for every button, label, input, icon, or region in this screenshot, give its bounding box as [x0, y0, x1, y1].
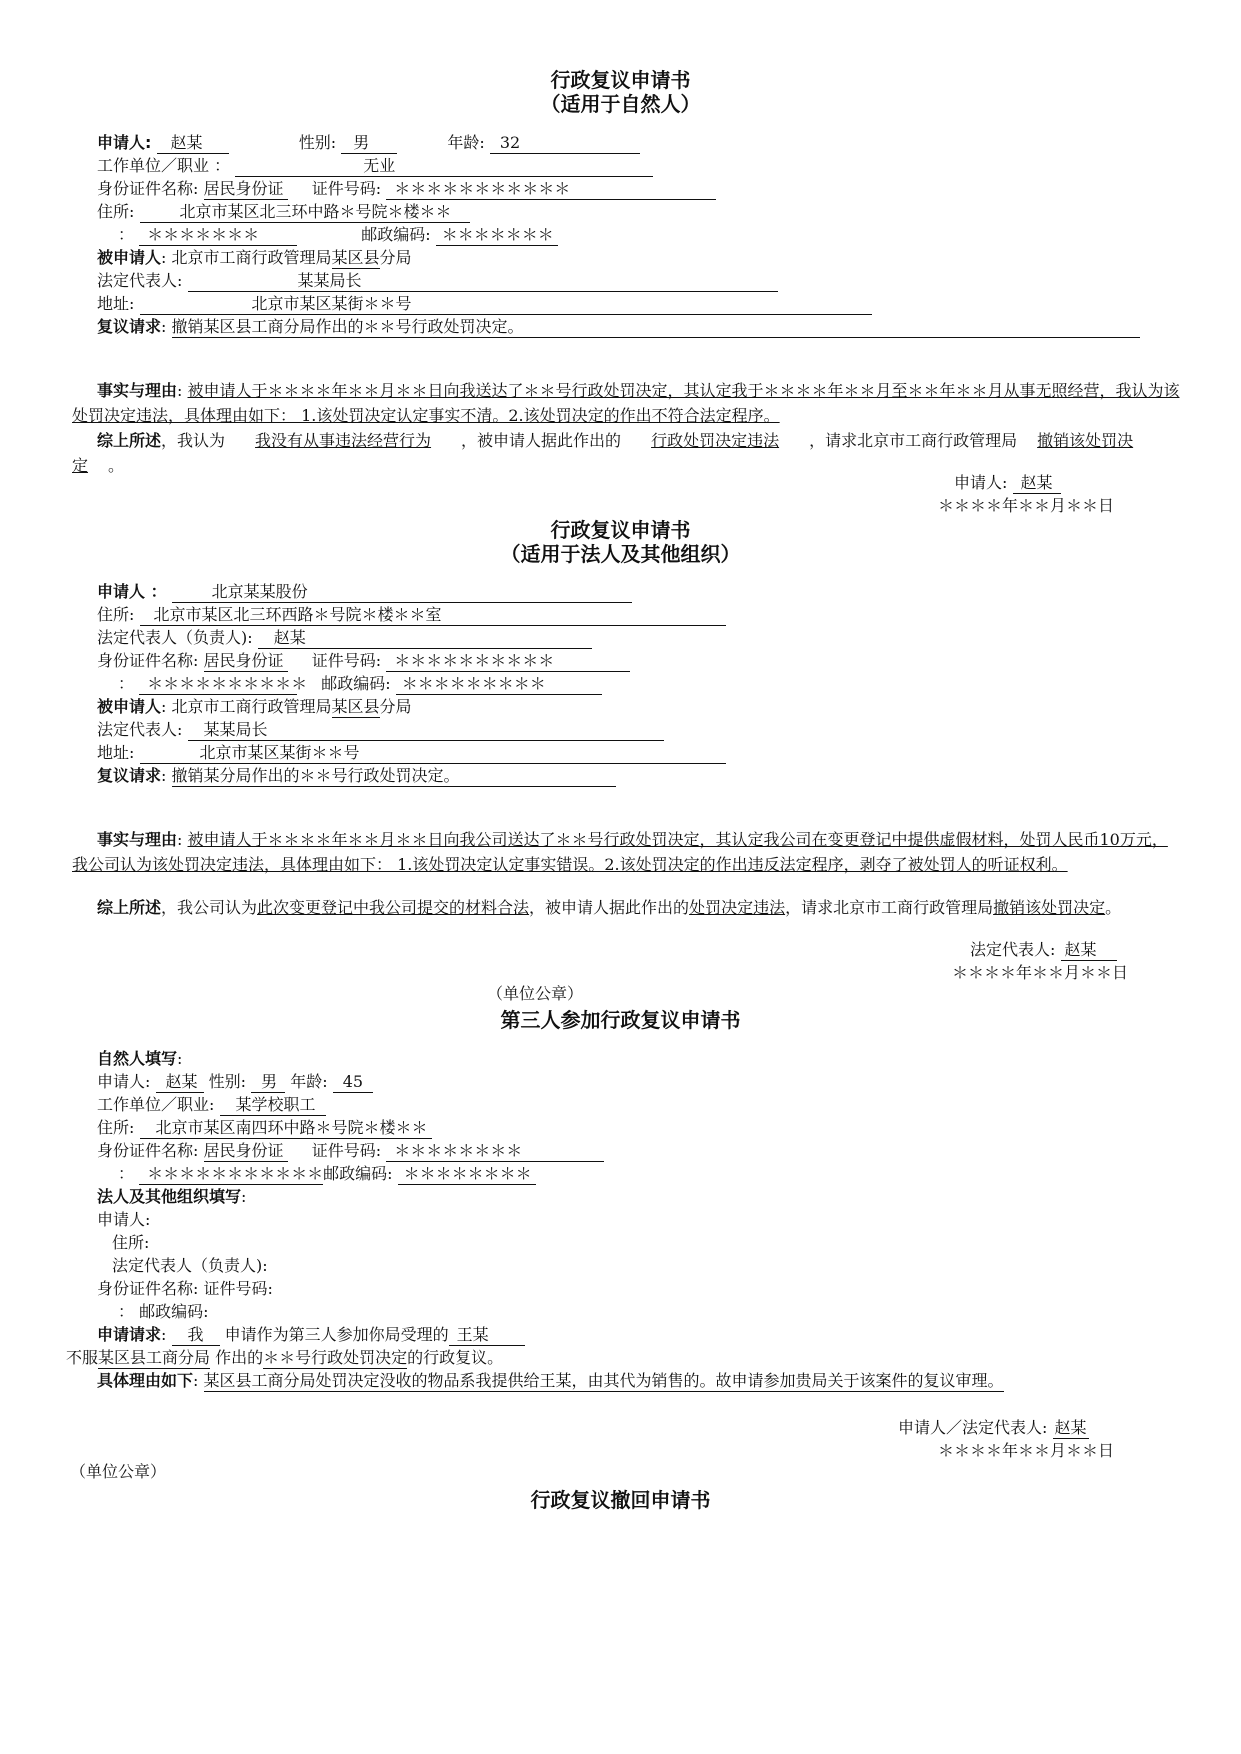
gender-label: 性别: [298, 133, 337, 152]
form1-title: 行政复议申请书 [550, 68, 691, 92]
work-value: 无业 [235, 156, 653, 177]
form3-title: 第三人参加行政复议申请书 [500, 1008, 741, 1032]
form2-phone-row [118, 673, 602, 695]
sign-value: 赵某 [1054, 1418, 1087, 1437]
facts-text: 被申请人于＊＊＊＊年＊＊月＊＊日向我公司送达了＊＊号行政处罚决定，其认定我公司在变更登记中提供虚假材料，处罚人民币10万元，我公司认为该处罚决定违法，具体理由如下： 1.该处罚决定认定事实错误。2.该处罚决定的作出违反法定程序，剥夺了被处罚人的听证权利。 [72, 830, 1168, 874]
postcode-value: ＊＊＊＊＊＊＊＊ [398, 1164, 536, 1185]
postcode-label: 邮政编码: [361, 225, 431, 244]
form3-signature [898, 1415, 1089, 1439]
gender-label: 性别: [208, 1072, 247, 1091]
applicant-label: 申请人 ： [97, 582, 167, 601]
reason-label: 具体理由如下 [97, 1371, 194, 1390]
phone-value: ＊＊＊＊＊＊＊＊＊＊ [139, 674, 297, 695]
form3-org-applicant: 申请人: [97, 1210, 151, 1229]
form2-signature [970, 937, 1117, 961]
address-label: 住所: [97, 1118, 135, 1137]
form2-title: 行政复议申请书 [550, 518, 691, 542]
summary-text-3: ，请求北京市工商行政管理局 [785, 898, 994, 917]
request-text-1: 申请作为第三人参加你局受理的 [224, 1325, 449, 1344]
id-no-value: ＊＊＊＊＊＊＊＊＊＊ [386, 651, 630, 672]
address-label: 住所: [97, 605, 135, 624]
addr2-value: 北京市某区某街＊＊号 [140, 743, 726, 764]
address-value: 北京市某区北三环中路＊号院＊楼＊＊ [140, 202, 470, 223]
work-label: 工作单位／职业 ： [97, 156, 231, 175]
applicant-value: 赵某 [157, 133, 229, 154]
form2-resp-rep-row [97, 719, 664, 741]
form1-id-row [97, 178, 716, 200]
sign-value: 赵某 [1061, 940, 1117, 961]
form2-seal: （单位公章） [487, 984, 584, 1003]
request-value: 撤销某分局作出的＊＊号行政处罚决定。 [172, 766, 616, 787]
facts-label: 事实与理由 [97, 830, 178, 849]
form4-title: 行政复议撤回申请书 [530, 1488, 711, 1512]
respondent-label: 被申请人 [97, 248, 162, 267]
resp-rep-label: 法定代表人: [97, 720, 183, 739]
form3-org-address: 住所: [112, 1233, 150, 1252]
form2-respondent-row: 被申请人: 北京市工商行政管理局某区县分局 [97, 697, 412, 716]
form1-legal-rep-row [97, 270, 778, 292]
form2-legal-rep-row [97, 627, 592, 649]
form1-work-row [97, 155, 653, 177]
form2-summary-paragraph [72, 895, 1182, 920]
id-type-value: 居民身份证 [204, 1141, 288, 1162]
form3-refuse-row [66, 1347, 503, 1369]
applicant-label: 申请人: [97, 1072, 151, 1091]
phone-value: ＊＊＊＊＊＊＊ [139, 225, 297, 246]
respondent-value-c: 分局 [379, 248, 412, 267]
request-underline-1: 我 [172, 1325, 220, 1346]
form2-subtitle: （适用于法人及其他组织） [500, 542, 741, 566]
summary-text-4: 。 [1105, 898, 1122, 917]
postcode-label: 邮政编码: [323, 1164, 393, 1183]
summary-underline-3: 撤销该处罚决定 [72, 431, 1134, 475]
summary-underline-2: 处罚决定违法 [689, 898, 786, 917]
refuse-text-1: 不服 [66, 1348, 99, 1367]
form1-address-row [97, 201, 470, 223]
form3-id-row [97, 1140, 604, 1162]
legal-rep-value: 某某局长 [188, 271, 778, 292]
form1-signature [954, 470, 1061, 494]
work-value: 某学校职工 [220, 1095, 326, 1116]
id-no-label: 证件号码: [311, 1141, 382, 1160]
age-value: 32 [490, 133, 640, 154]
form2-request-row: 复议请求: 撤销某分局作出的＊＊号行政处罚决定。 [97, 765, 616, 787]
phone-label: ： [118, 1164, 135, 1183]
sign-label: 申请人／法定代表人: [898, 1418, 1048, 1437]
legal-rep-label: 法定代表人: [97, 271, 183, 290]
form3-reason-row: 具体理由如下: 某区县工商分局处罚决定没收的物品系我提供给王某，由其代为销售的。故申请参加贵局关于该案件的复议审理。 [97, 1371, 1004, 1390]
postcode-value: ＊＊＊＊＊＊＊ [436, 225, 558, 246]
form3-applicant-row [97, 1071, 373, 1093]
form3-org-rep: 法定代表人（负责人): [112, 1256, 268, 1275]
form3-seal: （单位公章） [70, 1462, 167, 1481]
form1-request-row: 复议请求: 撤销某区县工商分局作出的＊＊号行政处罚决定。 [97, 316, 1140, 338]
form3-natural-heading: 自然人填写: [97, 1049, 183, 1068]
summary-underline-3: 撤销该处罚决定 [993, 898, 1106, 917]
summary-text-2: ，被申请人据此作出的 [461, 431, 622, 450]
summary-text-4: 。 [108, 456, 125, 475]
form1-phone-row [118, 224, 558, 246]
addr2-label: 地址: [97, 294, 135, 313]
resp-rep-value: 某某局长 [188, 720, 664, 741]
form3-work-row [97, 1094, 326, 1116]
gender-value: 男 [251, 1072, 285, 1093]
respondent-value-c: 分局 [379, 697, 412, 716]
phone-label: ： [118, 674, 135, 693]
id-type-value: 居民身份证 [204, 651, 288, 672]
summary-underline-1: 我没有从事违法经营行为 [255, 431, 432, 450]
summary-underline-1: 此次变更登记中我公司提交的材料合法 [257, 898, 530, 917]
form2-addr2-row [97, 742, 726, 764]
respondent-label: 被申请人 [97, 697, 162, 716]
facts-text: 被申请人于＊＊＊＊年＊＊月＊＊日向我送达了＊＊号行政处罚决定，其认定我于＊＊＊＊年＊＊月至＊＊年＊＊月从事无照经营，我认为该处罚决定违法，具体理由如下： 1.该处罚决定认定事实不清。2.该处罚决定的作出不符合法定程序。 [72, 381, 1180, 425]
refuse-text-2: 作出的 [215, 1348, 264, 1367]
respondent-value-a: 北京市工商行政管理局 [171, 248, 332, 267]
summary-underline-2: 行政处罚决定违法 [651, 431, 780, 450]
legal-rep-label: 法定代表人（负责人): [97, 628, 253, 647]
address-value: 北京市某区北三环西路＊号院＊楼＊＊室 [140, 605, 726, 626]
refuse-underline-2: ＊＊号行政处罚决定 [263, 1348, 408, 1367]
postcode-value: ＊＊＊＊＊＊＊＊＊ [396, 674, 602, 695]
form1-subtitle: （适用于自然人） [540, 92, 701, 116]
form3-request-row: 申请请求: 我 申请作为第三人参加你局受理的 王某 [97, 1324, 525, 1346]
postcode-label: 邮政编码: [321, 674, 391, 693]
sign-value: 赵某 [1013, 473, 1061, 494]
form2-id-row [97, 650, 630, 672]
facts-label: 事实与理由 [97, 381, 178, 400]
addr2-value: 北京市某区某街＊＊号 [140, 294, 872, 315]
id-type-label: 身份证件名称: [97, 1141, 199, 1160]
age-label: 年龄: [290, 1072, 328, 1091]
form1-addr2-row [97, 293, 872, 315]
phone-label: ： [118, 225, 135, 244]
form3-org-id: 身份证件名称: 证件号码: [97, 1279, 273, 1298]
summary-text-1: ，我认为 [161, 431, 226, 450]
request-value: 撤销某区县工商分局作出的＊＊号行政处罚决定。 [172, 317, 1140, 338]
form3-org-phone: ： 邮政编码: [118, 1302, 209, 1321]
form1-date: ＊＊＊＊年＊＊月＊＊日 [938, 496, 1115, 515]
id-type-label: 身份证件名称: [97, 179, 199, 198]
form3-org-heading: 法人及其他组织填写: [97, 1187, 247, 1206]
form3-phone-row [118, 1163, 536, 1185]
id-type-label: 身份证件名称: [97, 651, 199, 670]
sign-label: 法定代表人: [970, 940, 1056, 959]
summary-label: 综上所述 [97, 431, 162, 450]
age-label: 年龄: [447, 133, 485, 152]
summary-text-1: ，我公司认为 [161, 898, 258, 917]
phone-value: ＊＊＊＊＊＊＊＊＊＊＊ [139, 1164, 323, 1185]
request-label: 复议请求 [97, 766, 162, 785]
reason-text: 某区县工商分局处罚决定没收的物品系我提供给王某，由其代为销售的。故申请参加贵局关于该案件的复议审理。 [203, 1371, 1004, 1390]
request-label: 复议请求 [97, 317, 162, 336]
form3-date: ＊＊＊＊年＊＊月＊＊日 [938, 1441, 1115, 1460]
form1-respondent-row: 被申请人: 北京市工商行政管理局某区县分局 [97, 248, 412, 267]
work-label: 工作单位／职业: [97, 1095, 215, 1114]
form2-address-row [97, 604, 726, 626]
respondent-value-b: 某区县 [331, 248, 380, 267]
request-label: 申请请求 [97, 1325, 162, 1344]
refuse-text-3: 的行政复议。 [407, 1348, 504, 1367]
age-value: 45 [333, 1072, 373, 1093]
form2-date: ＊＊＊＊年＊＊月＊＊日 [952, 963, 1129, 982]
form2-facts-paragraph: 事实与理由: 被申请人于＊＊＊＊年＊＊月＊＊日向我公司送达了＊＊号行政处罚决定，其认定我公司在变更登记中提供虚假材料，处罚人民币10万元，我公司认为该处罚决定违法，具体理由如下： 1.该处罚决定认定事实错误。2.该处罚决定的作出违反法定程序，剥夺了被处罚人的听证权利。 [72, 830, 1168, 874]
summary-text-2: ，被申请人据此作出的 [529, 898, 690, 917]
org-label: 法人及其他组织填写 [97, 1187, 242, 1206]
summary-text-3: ，请求北京市工商行政管理局 [809, 431, 1018, 450]
gender-value: 男 [341, 133, 397, 154]
id-no-value: ＊＊＊＊＊＊＊＊ [386, 1141, 604, 1162]
applicant-value: 北京某某股份 [172, 582, 632, 603]
address-label: 住所: [97, 202, 135, 221]
respondent-value-a: 北京市工商行政管理局 [171, 697, 332, 716]
natural-label: 自然人填写 [97, 1049, 178, 1068]
request-underline-2: 王某 [449, 1325, 525, 1346]
form1-applicant-row [97, 132, 640, 154]
refuse-underline-1: 某区县工商分局 [98, 1348, 211, 1367]
applicant-value: 赵某 [156, 1072, 204, 1093]
summary-label: 综上所述 [97, 898, 162, 917]
addr2-label: 地址: [97, 743, 135, 762]
form1-facts-paragraph: 事实与理由: 被申请人于＊＊＊＊年＊＊月＊＊日向我送达了＊＊号行政处罚决定，其认定我于＊＊＊＊年＊＊月至＊＊年＊＊月从事无照经营，我认为该处罚决定违法，具体理由如下： 1.该处罚决定认定事实不清。2.该处罚决定的作出不符合法定程序。 [72, 381, 1180, 425]
legal-rep-value: 赵某 [258, 628, 592, 649]
id-no-value: ＊＊＊＊＊＊＊＊＊＊＊ [386, 179, 716, 200]
form2-applicant-row [97, 581, 632, 603]
respondent-value-b: 某区县 [331, 697, 380, 716]
sign-label: 申请人: [954, 473, 1008, 492]
form3-address-row [97, 1117, 432, 1139]
id-no-label: 证件号码: [311, 651, 382, 670]
address-value: 北京市某区南四环中路＊号院＊楼＊＊ [140, 1118, 432, 1139]
applicant-label: 申请人: [97, 133, 152, 152]
id-type-value: 居民身份证 [204, 179, 288, 200]
id-no-label: 证件号码: [311, 179, 382, 198]
